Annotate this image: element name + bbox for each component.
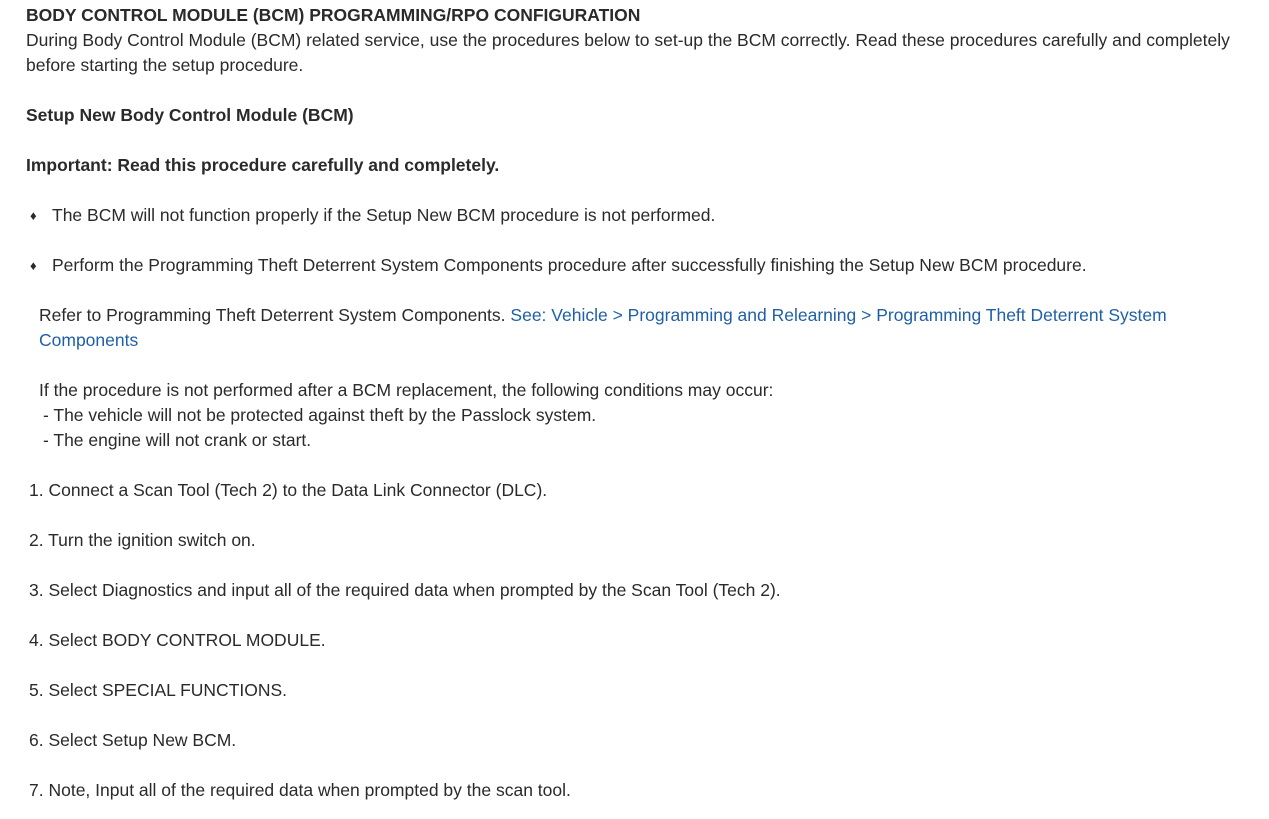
intro-paragraph: During Body Control Module (BCM) related service, use the procedures below to set-up the BCM correctly. Read these procedures carefully and completely before starting the setup procedure. — [26, 30, 1230, 75]
step-item: 4. Select BODY CONTROL MODULE. — [29, 630, 326, 650]
bullet-item — [26, 203, 1251, 228]
step-item: 2. Turn the ignition switch on. — [29, 530, 256, 550]
refer-paragraph — [26, 303, 1251, 353]
bullet-text: Perform the Programming Theft Deterrent System Components procedure after successfully finishing the Setup New BCM procedure. — [52, 255, 1087, 275]
step-item: 6. Select Setup New BCM. — [29, 730, 237, 750]
diamond-bullet-icon: ♦ — [30, 208, 37, 223]
document-body — [26, 0, 1251, 803]
bullet-item — [26, 253, 1251, 278]
conditions-intro: If the procedure is not performed after a BCM replacement, the following conditions may occur: — [39, 380, 774, 400]
theft-deterrent-link[interactable]: See: Vehicle > Programming and Relearning > Programming Theft Deterrent System Components — [39, 305, 1167, 350]
important-note: Important: Read this procedure carefully and completely. — [26, 155, 500, 175]
step-item: 1. Connect a Scan Tool (Tech 2) to the Data Link Connector (DLC). — [29, 480, 548, 500]
bullet-text: The BCM will not function properly if the Setup New BCM procedure is not performed. — [52, 205, 716, 225]
condition-item: - The engine will not crank or start. — [43, 430, 312, 450]
diamond-bullet-icon: ♦ — [30, 258, 37, 273]
condition-item: - The vehicle will not be protected against theft by the Passlock system. — [43, 405, 597, 425]
step-item: 3. Select Diagnostics and input all of the required data when prompted by the Scan Tool (Tech 2). — [29, 580, 781, 600]
step-item: 5. Select SPECIAL FUNCTIONS. — [29, 680, 288, 700]
section-title: Setup New Body Control Module (BCM) — [26, 105, 354, 125]
step-item: 7. Note, Input all of the required data when prompted by the scan tool. — [29, 780, 571, 800]
refer-text: Refer to Programming Theft Deterrent System Components. — [39, 305, 506, 325]
document-heading: BODY CONTROL MODULE (BCM) PROGRAMMING/RPO CONFIGURATION — [26, 5, 641, 25]
